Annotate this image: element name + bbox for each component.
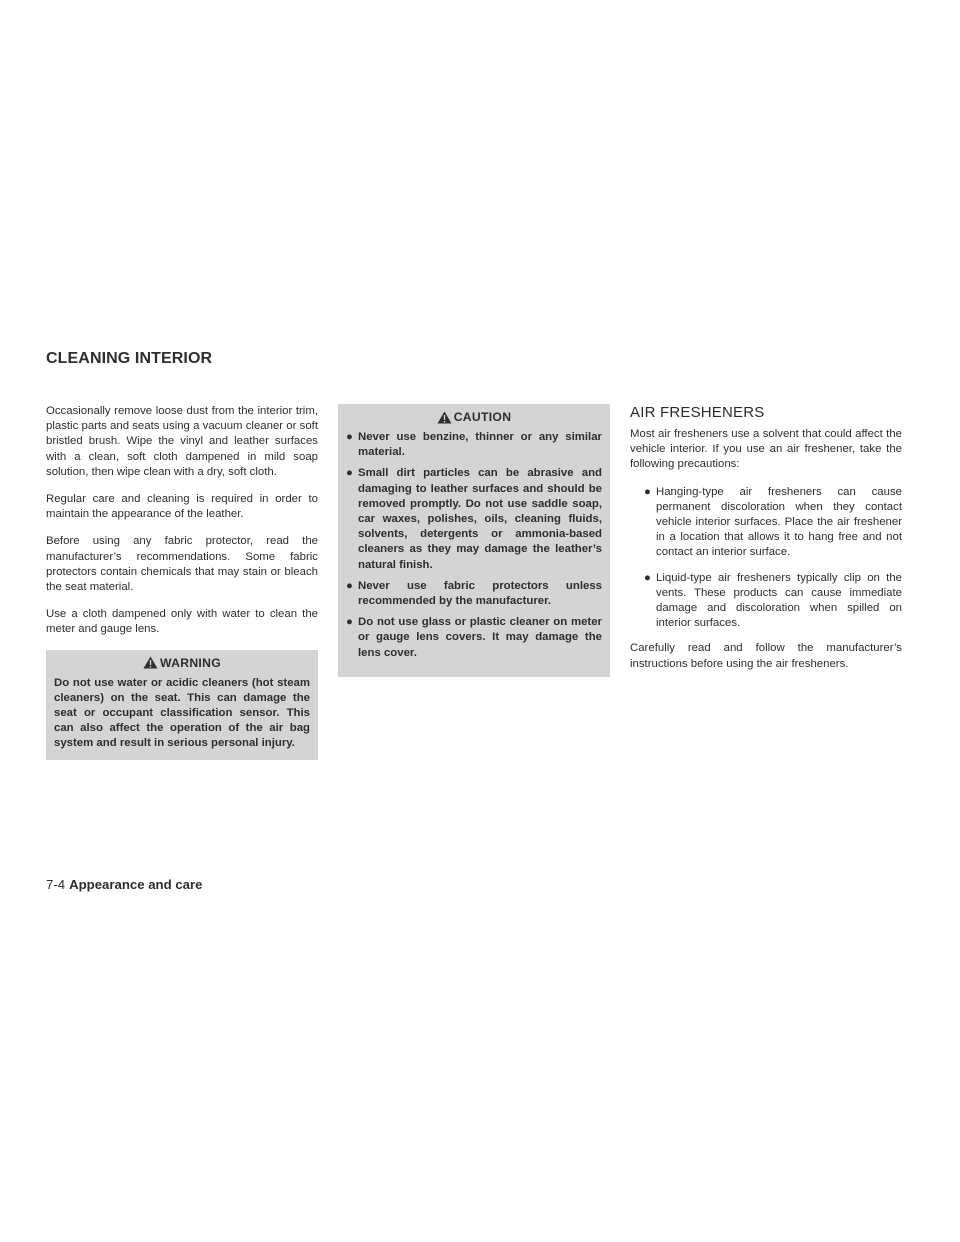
page-number: 7-4 [46, 877, 66, 892]
warning-label: WARNING [159, 655, 221, 670]
list-item [644, 571, 902, 632]
list-item-text: Hanging-type air fresheners can cause permanent discoloration when they contact vehicle interior surfaces. Place the air freshener in a location that allows it to hang free and not contact an interior surface. [656, 485, 902, 559]
warning-triangle-icon [143, 656, 158, 669]
paragraph: Regular care and cleaning is required in order to maintain the appearance of the leather. [46, 493, 318, 521]
bullet: ● [644, 571, 651, 584]
column-right [630, 404, 902, 684]
caution-item [346, 615, 602, 661]
caution-item-text: Never use benzine, thinner or any similar material. [358, 431, 602, 459]
paragraph: Use a cloth dampened only with water to clean the meter and gauge lens. [46, 608, 318, 636]
footer-section-name: Appearance and care [69, 877, 203, 892]
bullet: ● [346, 467, 353, 480]
warning-box [46, 650, 318, 760]
caution-label: CAUTION [453, 410, 512, 424]
section-title: CLEANING INTERIOR [46, 350, 213, 367]
paragraph: Carefully read and follow the manufacturer’s instructions before using the air fresheners. [630, 642, 902, 670]
subheading-air-fresheners: AIR FRESHENERS [630, 404, 765, 421]
list-item-text: Liquid-type air fresheners typically clip on the vents. These products can cause immediate damage and discoloration when spilled on interior surfaces. [656, 571, 902, 630]
page-footer [46, 877, 202, 892]
paragraph: Before using any fabric protector, read the manufacturer’s recommendations. Some fabric protectors contain chemicals that may stain or bleach the seat material. [46, 535, 318, 594]
caution-header [346, 404, 602, 430]
caution-box [338, 404, 610, 677]
warning-header [54, 650, 310, 676]
caution-item-text: Do not use glass or plastic cleaner on meter or gauge lens covers. It may damage the lens cover. [358, 616, 602, 659]
column-middle [338, 404, 610, 677]
warning-text: Do not use water or acidic cleaners (hot steam cleaners) on the seat. This can damage the seat or occupant classification sensor. This can also affect the operation of the air bag system and result in serious personal injury. [54, 676, 310, 750]
caution-item [346, 466, 602, 572]
bullet: ● [346, 579, 353, 592]
caution-item [346, 579, 602, 609]
bullet: ● [346, 616, 353, 629]
paragraph: Most air fresheners use a solvent that could affect the vehicle interior. If you use an air freshener, take the following precautions: [630, 428, 902, 471]
paragraph: Occasionally remove loose dust from the interior trim, plastic parts and seats using a vacuum cleaner or soft bristled brush. Wipe the vinyl and leather surfaces with a clean, soft cloth dampened in mild soap solution, then wipe clean with a dry, soft cloth. [46, 405, 318, 478]
bullet: ● [346, 431, 353, 443]
list-item [644, 485, 902, 561]
caution-item [346, 430, 602, 460]
bullet: ● [644, 485, 651, 498]
warning-triangle-icon [437, 411, 452, 424]
caution-item-text: Small dirt particles can be abrasive and damaging to leather surfaces and should be removed promptly. Do not use saddle soap, car waxes, polishes, oils, cleaning fluids, solvents, detergents or ammonia-based cleaners as they may damage the leather’s natural finish. [358, 467, 602, 571]
column-left [46, 404, 318, 760]
caution-item-text: Never use fabric protectors unless recommended by the manufacturer. [358, 579, 602, 608]
